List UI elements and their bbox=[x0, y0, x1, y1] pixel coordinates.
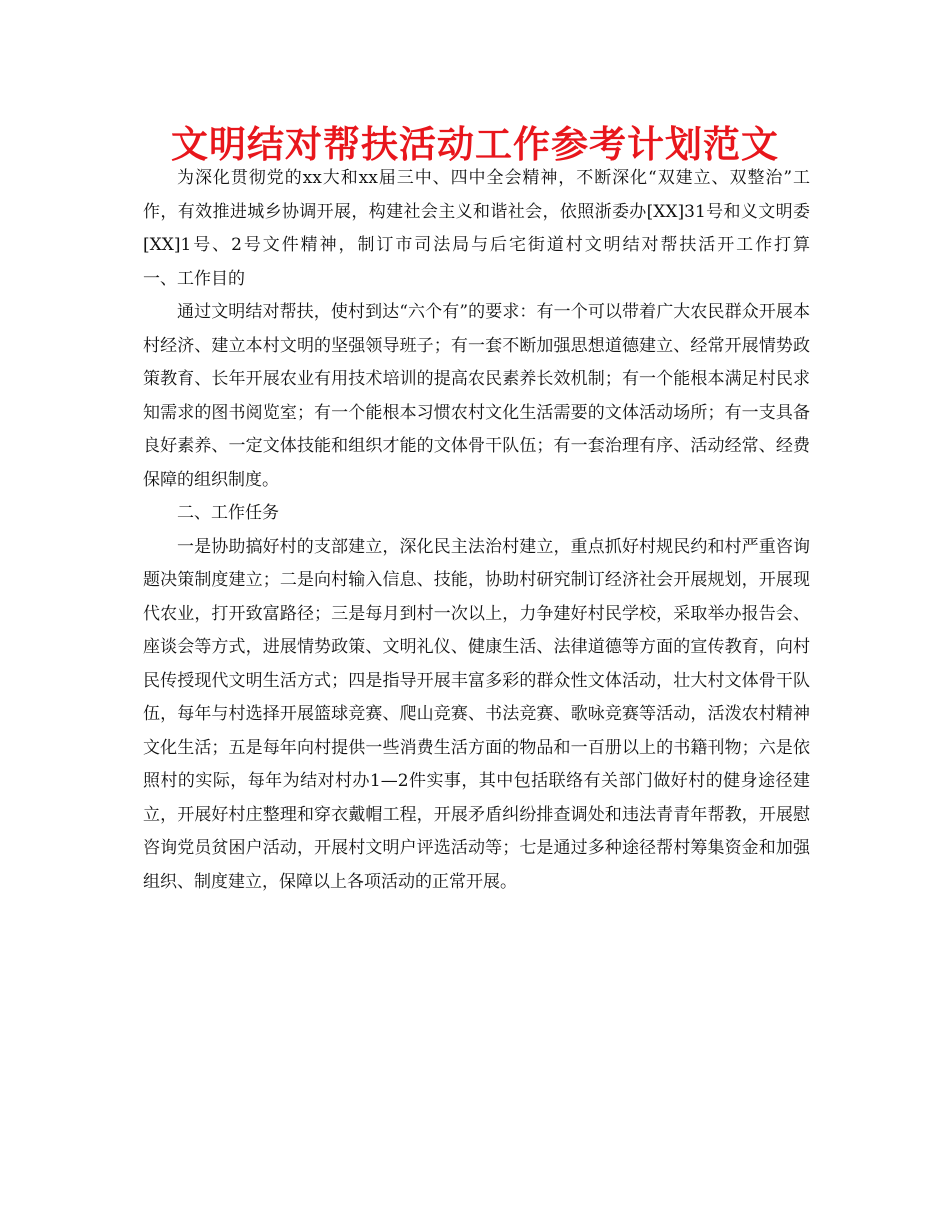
paragraph-tasks: 一是协助搞好村的支部建立，深化民主法治村建立，重点抓好村规民约和村严重咨询题决策制度建立；二是向村输入信息、技能，协助村研究制订经济社会开展规划，开展现代农业，打开致富路径；三是每月到村一次以上，力争建好村民学校，采取举办报告会、座谈会等方式，进展情势政策、文明礼仪、健康生活、法律道德等方面的宣传教育，向村民传授现代文明生活方式；四是指导开展丰富多彩的群众性文体活动，壮大村文体骨干队伍，每年与村选择开展篮球竞赛、爬山竞赛、书法竞赛、歌咏竞赛等活动，活泼农村精神文化生活；五是每年向村提供一些消费生活方面的物品和一百册以上的书籍刊物；六是依照村的实际，每年为结对村办1—2件实事，其中包括联络有关部门做好村的健身途径建立，开展好村庄整理和穿衣戴帽工程，开展矛盾纠纷排查调处和违法青青年帮教，开展慰咨询党员贫困户活动，开展村文明户评选活动等；七是通过多种途径帮村筹集资金和加强组织、制度建立，保障以上各项活动的正常开展。 bbox=[143, 536, 810, 892]
paragraph-goals: 通过文明结对帮扶，使村到达“六个有”的要求：有一个可以带着广大农民群众开展本村经济、建立本村文明的坚强领导班子；有一套不断加强思想道德建立、经常开展情势政策教育、长年开展农业有用技术培训的提高农民素养长效机制；有一个能根本满足村民求知需求的图书阅览室；有一个能根本习惯农村文化生活需要的文体活动场所；有一支具备良好素养、一定文体技能和组织才能的文体骨干队伍；有一套治理有序、活动经常、经费保障的组织制度。 bbox=[143, 302, 810, 490]
document-body bbox=[143, 162, 844, 899]
document-title: 文明结对帮扶活动工作参考计划范文 bbox=[171, 122, 779, 166]
section-heading-tasks: 二、工作任务 bbox=[177, 503, 279, 523]
paragraph-intro: 为深化贯彻党的xx大和xx届三中、四中全会精神，不断深化“双建立、双整治”工作，有效推进城乡协调开展，构建社会主义和谐社会，依照浙委办[XX]31号和义文明委[XX]1号、2号文件精神，制订市司法局与后宅街道村文明结对帮扶活开工作打算 一、工作目的 bbox=[143, 168, 844, 289]
